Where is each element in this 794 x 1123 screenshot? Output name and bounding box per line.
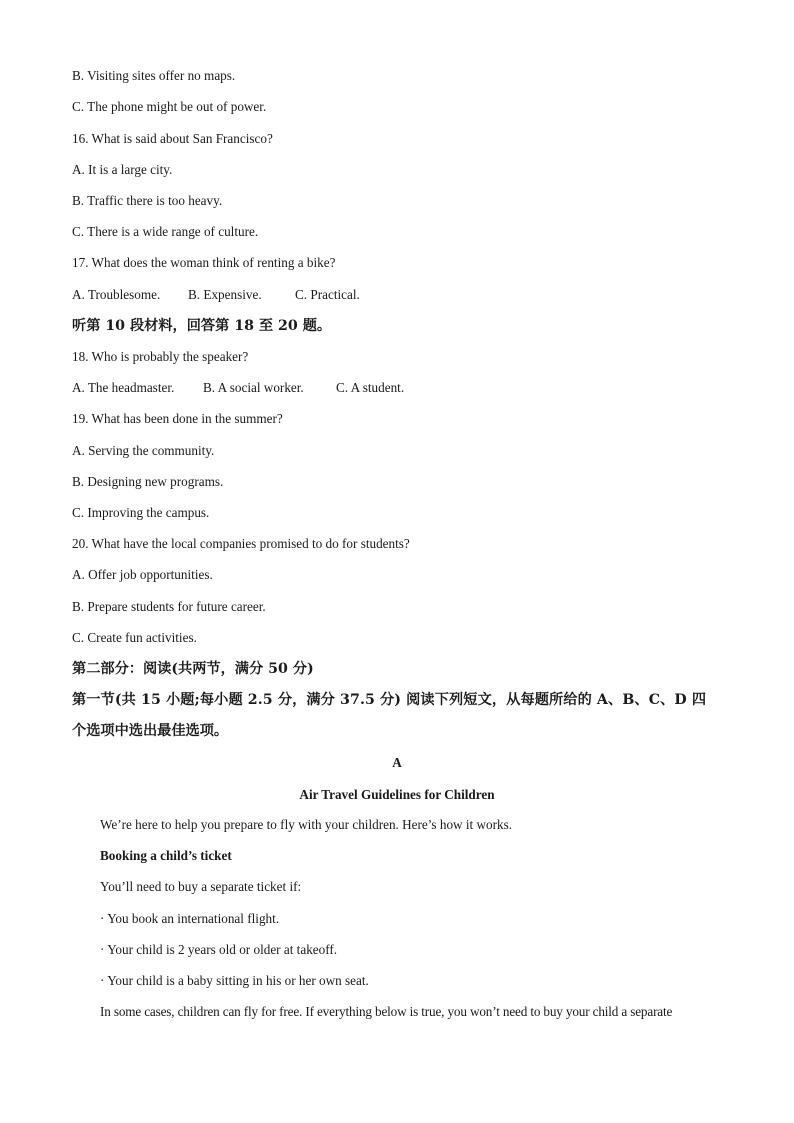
passage-title: Air Travel Guidelines for Children (299, 787, 495, 802)
q16-question: 16. What is said about San Francisco? (72, 131, 273, 146)
part-two-instruction-line-2: 个选项中选出最佳选项。 (72, 723, 229, 739)
passage-intro: We’re here to help you prepare to fly with your children. Here’s how it works. (100, 817, 513, 832)
q18-options (72, 379, 404, 397)
q17-question: 17. What does the woman think of renting a bike? (72, 255, 336, 270)
q18-option-c: C. A student. (336, 380, 405, 395)
q19-option-b: B. Designing new programs. (72, 474, 224, 489)
q15-option-c: C. The phone might be out of power. (72, 99, 267, 114)
q19-option-a: A. Serving the community. (72, 443, 215, 458)
q20-option-b: B. Prepare students for future career. (72, 599, 266, 614)
q16-option-b: B. Traffic there is too heavy. (72, 193, 223, 208)
q20-option-a: A. Offer job opportunities. (72, 567, 213, 582)
part-two-title: 第二部分：阅读(共两节，满分 50 分) (72, 661, 314, 677)
bullet-item: · Your child is a baby sitting in his or her own seat. (100, 973, 369, 988)
q15-option-b: B. Visiting sites offer no maps. (72, 68, 236, 83)
q16-option-a: A. It is a large city. (72, 162, 173, 177)
passage-subheading: Booking a child’s ticket (100, 848, 232, 863)
bullet-item: · You book an international flight. (100, 911, 280, 926)
q19-option-c: C. Improving the campus. (72, 505, 210, 520)
q17-option-c: C. Practical. (295, 287, 360, 302)
q18-option-b: B. A social worker. (203, 380, 304, 395)
need-ticket-line: You’ll need to buy a separate ticket if: (100, 879, 302, 894)
section-10-heading: 听第 10 段材料，回答第 18 至 20 题。 (72, 318, 332, 334)
q17-options (72, 286, 360, 304)
part-two-instruction-line-1: 第一节(共 15 小题;每小题 2.5 分，满分 37.5 分) 阅读下列短文，从每题所给的 A、B、C、D 四 (72, 692, 707, 708)
q18-option-a: A. The headmaster. (72, 380, 175, 395)
q16-option-c: C. There is a wide range of culture. (72, 224, 259, 239)
q17-option-a: A. Troublesome. (72, 287, 161, 302)
passage-letter: A (392, 755, 402, 770)
q20-question: 20. What have the local companies promised to do for students? (72, 536, 410, 551)
bullet-item: · Your child is 2 years old or older at takeoff. (100, 942, 338, 957)
q17-option-b: B. Expensive. (188, 287, 262, 302)
free-travel-line: In some cases, children can fly for free. If everything below is true, you won’t need to buy your child a separate (100, 1004, 673, 1019)
q19-question: 19. What has been done in the summer? (72, 411, 283, 426)
q20-option-c: C. Create fun activities. (72, 630, 197, 645)
q18-question: 18. Who is probably the speaker? (72, 349, 249, 364)
